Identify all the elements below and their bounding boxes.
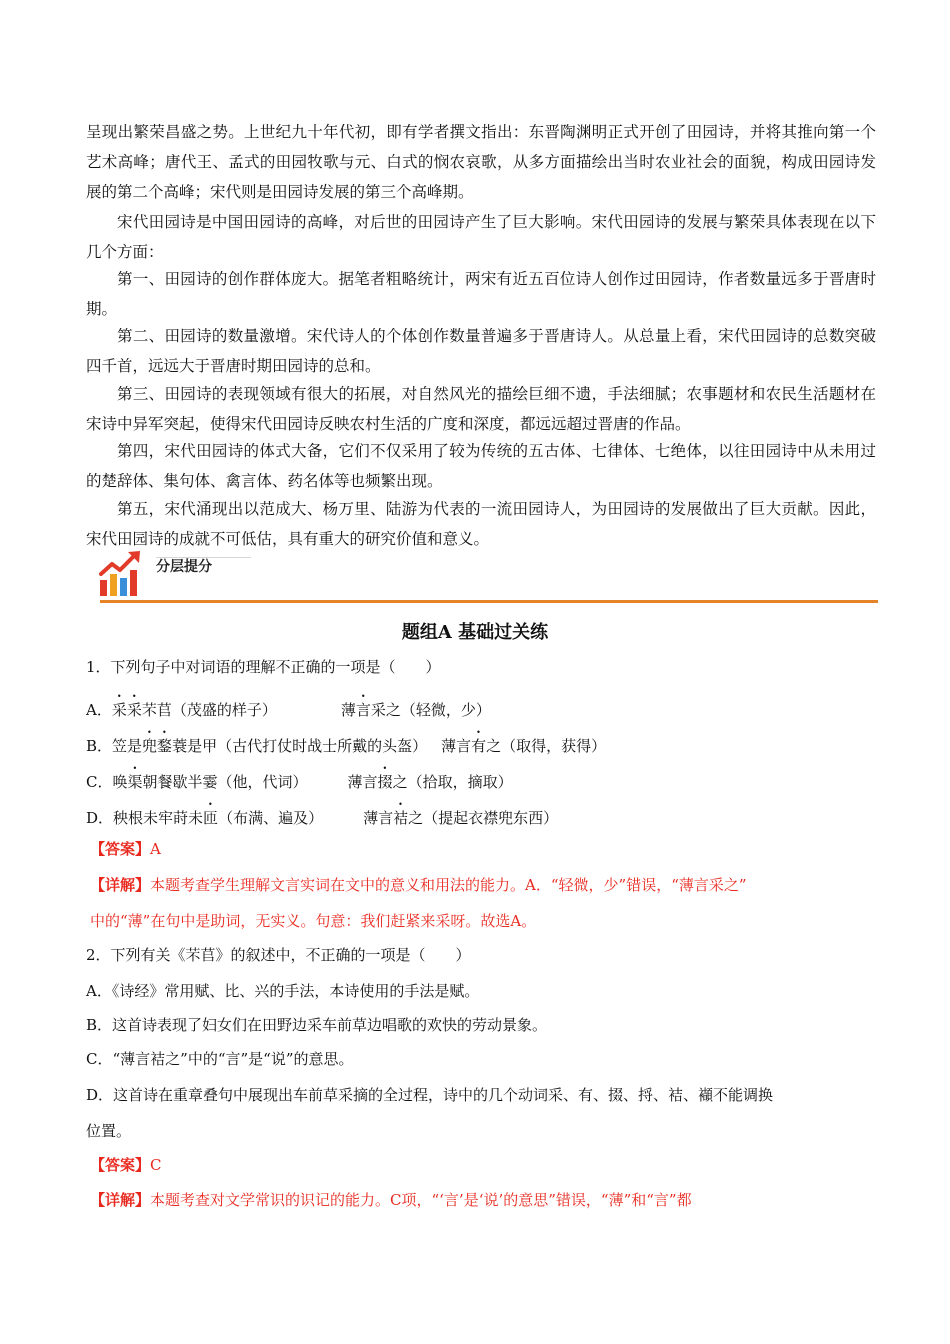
option-text: （布满、遍及） [218,809,324,827]
rising-chart-icon [98,550,144,598]
intro-paragraph-5: 第三、田园诗的表现领域有很大的拓展，对自然风光的描绘巨细不遗，手法细腻；农事题材和农民生活题材在宋诗中异军突起，使得宋代田园诗反映农村生活的广度和深度，都远远超过晋唐的作品。 [86,385,876,433]
title-underline [156,557,251,558]
option-label: D． [86,809,114,827]
option-text: 笠是 [112,737,143,755]
emphasized-word: 匝 [203,809,219,827]
option-text: 薄言 [347,773,378,791]
group-title: 题组A 基础过关练 [401,622,549,643]
q1-option-c [86,764,513,793]
q2-stem: 2．下列有关《芣苢》的叙述中，不正确的一项是（ ） [86,946,471,964]
q1-detail-line-1 [90,874,747,896]
q2-option-b: B．这首诗表现了妇女们在田野边采车前草边唱歌的欢快的劳动景象。 [86,1016,548,1034]
q2-answer [90,1154,162,1176]
option-text: 秧根未牢莳未 [113,809,204,827]
q2-option-c: C．“薄言袺之”中的“言”是“说”的意思。 [86,1050,354,1068]
option-text: 之（取得，获得） [486,737,607,755]
emphasized-word: 有 [471,737,487,755]
emphasized-word: 兜鍪 [142,737,173,755]
option-label: A． [86,701,112,719]
option-text: 朝餐歇半霎（他，代词） [142,773,308,791]
option-label: B． [86,737,113,755]
option-label: C． [86,773,113,791]
option-text: 芣苢（茂盛的样子） [141,701,277,719]
emphasized-word: 采采 [111,701,142,719]
option-text: 薄言 [441,737,472,755]
option-text: 采之（轻微，少） [370,701,491,719]
intro-paragraph-2: 宋代田园诗是中国田园诗的高峰，对后世的田园诗产生了巨大影响。宋代田园诗的发展与繁荣具体表现在以下几个方面： [86,213,876,261]
option-text: 薄 [340,701,356,719]
option-text: 之（拾取，摘取） [392,773,513,791]
q1-option-b [86,728,606,757]
answer-label: 【答案】 [90,840,151,858]
emphasized-word: 言 [355,701,371,719]
emphasized-word: 掇 [377,773,393,791]
q1-option-a [86,692,491,721]
option-text: 唤 [112,773,128,791]
emphasized-word: 渠 [127,773,143,791]
q2-option-d-line-2: 位置。 [86,1122,132,1140]
section-title: 分层提分 [156,559,212,575]
intro-paragraph-1: 呈现出繁荣昌盛之势。上世纪九十年代初，即有学者撰文指出：东晋陶渊明正式开创了田园诗，并将其推向第一个艺术高峰；唐代王、孟式的田园牧歌与元、白式的悯农哀歌，从多方面描绘出当时农业社会的面貌，构成田园诗发展的第二个高峰；宋代则是田园诗发展的第三个高峰期。 [86,123,876,201]
intro-paragraph-7: 第五，宋代涌现出以范成大、杨万里、陆游为代表的一流田园诗人，为田园诗的发展做出了巨大贡献。因此，宋代田园诗的成就不可低估，具有重大的研究价值和意义。 [86,500,876,548]
answer-label: 【答案】 [90,1156,151,1174]
detail-label: 【详解】 [90,1191,151,1209]
q1-answer [90,838,161,860]
option-text: 蓑是甲（古代打仗时战士所戴的头盔） [172,737,428,755]
intro-paragraph-6: 第四，宋代田园诗的体式大备，它们不仅采用了较为传统的五古体、七律体、七绝体，以往田园诗中从未用过的楚辞体、集句体、禽言体、药名体等也频繁出现。 [86,442,876,490]
intro-paragraph-3: 第一、田园诗的创作群体庞大。据笔者粗略统计，两宋有近五百位诗人创作过田园诗，作者数量远多于晋唐时期。 [86,270,876,318]
answer-value: A [150,840,161,858]
q2-option-a: A．《诗经》常用赋、比、兴的手法，本诗使用的手法是赋。 [86,982,480,1000]
answer-value: C [150,1156,162,1174]
intro-paragraph-4: 第二、田园诗的数量激增。宋代诗人的个体创作数量普遍多于晋唐诗人。从总量上看，宋代田园诗的总数突破四千首，远远大于晋唐时期田园诗的总和。 [86,327,876,375]
q1-option-d [86,800,558,829]
detail-text: 本题考查学生理解文言实词在文中的意义和用法的能力。A．“轻微，少”错误，“薄言采之” [150,876,747,894]
emphasized-word: 袺 [393,809,409,827]
q2-option-d-line-1: D．这首诗在重章叠句中展现出车前草采摘的全过程，诗中的几个动词采、有、掇、捋、袺、襭不能调换 [86,1086,774,1104]
q1-detail-line-2: 中的“薄”在句中是助词，无实义。句意：我们赶紧来采呀。故选A。 [90,912,537,930]
section-divider [100,600,878,603]
q2-detail-line-1 [90,1189,692,1211]
detail-label: 【详解】 [90,876,151,894]
detail-text: 本题考查对文学常识的识记的能力。C项，“‘言’是‘说’的意思”错误，“薄”和“言”都 [150,1191,692,1209]
option-text: 薄言 [363,809,394,827]
q1-stem: 1．下列句子中对词语的理解不正确的一项是（ ） [86,658,441,676]
option-text: 之（提起衣襟兜东西） [408,809,559,827]
